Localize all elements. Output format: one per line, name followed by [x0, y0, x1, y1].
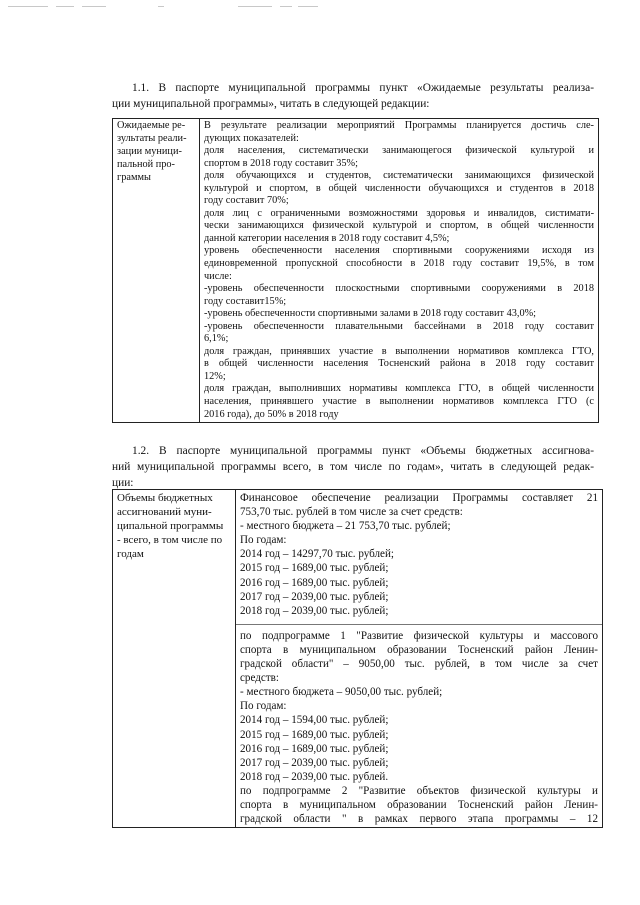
text-line: 2015 год – 1689,00 тыс. рублей; [240, 562, 389, 575]
expected-results-content [200, 119, 599, 423]
text-line: 2014 год – 14297,70 тыс. рублей; [240, 548, 394, 561]
cell-divider [236, 618, 602, 625]
text-line: Объемы бюджетных [117, 492, 213, 504]
text-line: в общей численности населения Тосненский района в 2018 году составит [204, 358, 594, 370]
text-line: В результате реализации мероприятий Программы планируется достичь сле- [204, 120, 594, 131]
text-line: 2017 год – 2039,00 тыс. рублей; [240, 756, 389, 769]
text-line: по подпрограмме 1 "Развитие физической культуры и массового [240, 629, 598, 642]
section-1-1-paragraph [112, 80, 594, 112]
paragraph-line: ции: [112, 477, 134, 489]
text-line: граммы [117, 171, 151, 183]
paragraph-line: 1.2. В паспорте муниципальной программы пункт «Объемы бюджетных ассигнова- [132, 445, 594, 457]
text-line: 6,1%; [204, 333, 229, 345]
table-row [113, 119, 599, 423]
text-line: доля лиц с ограниченными возможностями здоровья и инвалидов, систимати- [204, 207, 594, 219]
text-line: - местного бюджета – 9050,00 тыс. рублей; [240, 686, 443, 699]
text-line: 2016 года), до 50% в 2018 году [204, 408, 339, 420]
text-line: пальной про- [117, 158, 175, 170]
text-line: -уровень обеспеченности плавательными бассейнами в 2018 году составит [204, 320, 594, 332]
text-line: году составит15%; [204, 295, 287, 307]
text-line: 12%; [204, 370, 226, 382]
text-line: градской области " в рамках первого этапа программы – 12 [240, 813, 598, 826]
section-1-2-paragraph [112, 443, 594, 491]
text-line: доля населения, систематически занимающегося физической культурой и [204, 145, 594, 157]
text-line: градской области" – 9050,00 тыс. рублей, в том числе за счет [240, 658, 598, 671]
expected-results-table [112, 118, 599, 423]
text-line: 2014 год – 1594,00 тыс. рублей; [240, 714, 389, 727]
text-line: спорта в муниципальном образовании Тосненский район Ленин- [240, 798, 598, 811]
budget-allocations-content [236, 490, 603, 828]
text-line: 2017 год – 2039,00 тыс. рублей; [240, 590, 389, 603]
text-line: культурой и спортом, в общей численности обучающихся и студентов в 2018 [204, 182, 594, 194]
text-line: 2016 год – 1689,00 тыс. рублей; [240, 576, 389, 589]
text-line: - всего, в том числе по [117, 534, 223, 547]
scan-artifact [8, 6, 328, 10]
text-line: спортом в 2018 году составит 35%; [204, 157, 358, 169]
text-line: 2015 год – 1689,00 тыс. рублей; [240, 728, 389, 741]
text-line: 2018 год – 2039,00 тыс. рублей; [240, 604, 389, 617]
text-line: - местного бюджета – 21 753,70 тыс. рублей; [240, 520, 451, 533]
text-line: 2018 год – 2039,00 тыс. рублей. [240, 770, 389, 783]
paragraph-line: ции муниципальной программы», читать в следующей редакции: [112, 98, 430, 110]
paragraph-line: ний муниципальной программы всего, в том числе по годам», читать в следующей редак- [112, 461, 594, 473]
text-line: средств: [240, 672, 279, 685]
text-line: дующих показателей: [204, 132, 299, 144]
text-line: году составит 70%; [204, 195, 289, 207]
text-line: По годам: [240, 534, 287, 547]
text-line: ципальной программы [117, 520, 224, 533]
text-line: по подпрограмме 2 "Развитие объектов физической культуры и [240, 784, 598, 797]
text-line: Ожидаемые ре- [117, 120, 186, 131]
text-line: уровень обеспеченности населения спортивными сооружениями исходя из [204, 245, 594, 257]
expected-results-label [113, 119, 200, 423]
text-line: зации муници- [117, 145, 182, 157]
text-line: числе: [204, 270, 232, 282]
budget-allocations-label [113, 490, 236, 828]
paragraph-line: 1.1. В паспорте муниципальной программы пункт «Ожидаемые результаты реализа- [132, 82, 594, 94]
text-line: чески занимающихся физической культурой и спортом, в общей численности [204, 220, 594, 232]
text-line: годам [117, 548, 144, 561]
text-line: данной категории населения в 2018 году составит 4,5%; [204, 232, 450, 244]
text-line: зультаты реали- [117, 132, 187, 144]
text-line: единовременной пропускной способности в 2018 году составит 19,5%, в том [204, 258, 594, 270]
text-line: доля граждан, выполнивших нормативы комплекса ГТО, в общей численности [204, 383, 594, 395]
text-line: -уровень обеспеченности плоскостными спортивными сооружениями в 2018 [204, 283, 594, 295]
text-line: доля граждан, принявших участие в выполнении нормативов комплекса ГТО, [204, 345, 594, 357]
table-row [113, 490, 603, 828]
text-line: ассигнований муни- [117, 506, 212, 519]
text-line: доля обучающихся и студентов, систематически занимающихся физической [204, 170, 594, 182]
text-line: 2016 год – 1689,00 тыс. рублей; [240, 742, 389, 755]
budget-allocations-table [112, 489, 603, 828]
text-line: Финансовое обеспечение реализации Программы составляет 21 [240, 492, 598, 504]
text-line: По годам: [240, 700, 287, 713]
text-line: спорта в муниципальном образовании Тосненский район Ленин- [240, 643, 598, 656]
total-funding-block [240, 491, 598, 618]
text-line: населения, принявшего участие в выполнении нормативов комплекса ГТО (с [204, 396, 594, 408]
subprogram-funding-block [240, 629, 598, 826]
text-line: -уровень обеспеченности спортивными залами в 2018 году составит 43,0%; [204, 308, 537, 320]
text-line: 753,70 тыс. рублей в том числе за счет средств: [240, 506, 463, 519]
